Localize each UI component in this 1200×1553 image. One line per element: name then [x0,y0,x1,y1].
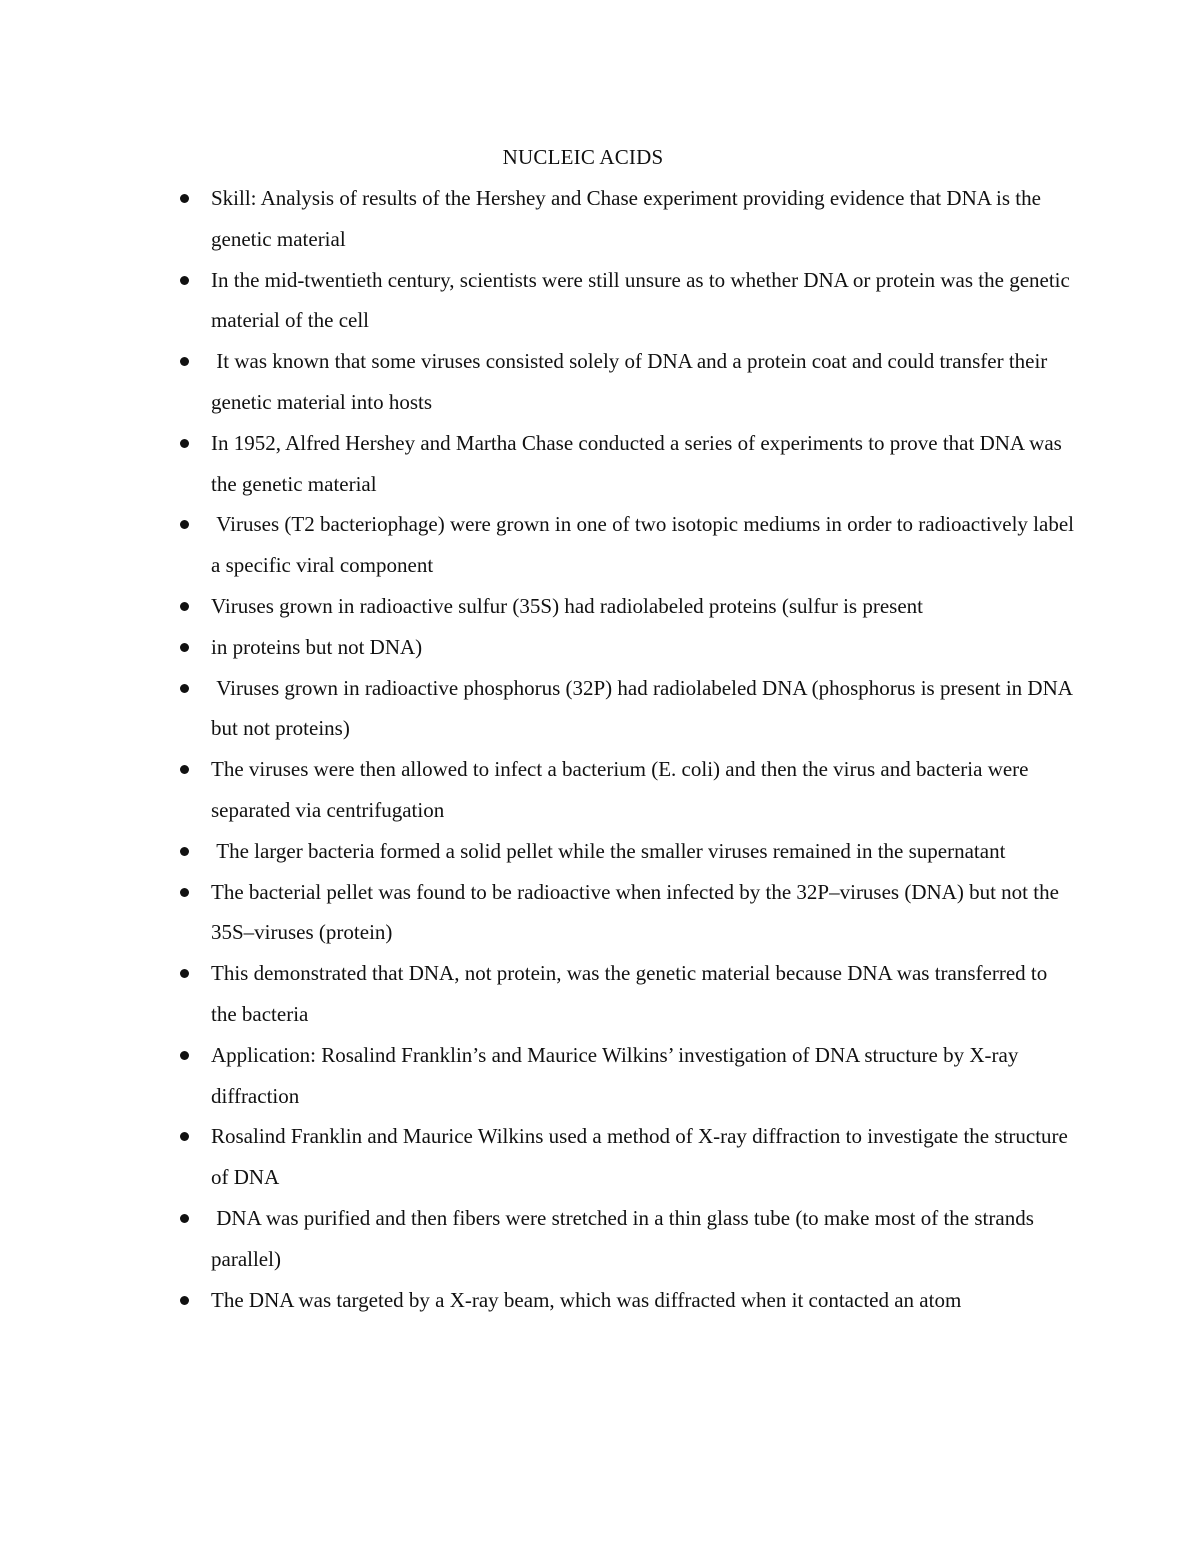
list-item-text: It was known that some viruses consisted solely of DNA and a protein coat and could transfer their genetic material into hosts [211,349,1053,414]
page-title: NUCLEIC ACIDS [502,145,664,169]
list-item [178,872,1078,954]
list-item [178,178,1078,260]
list-item-text: DNA was purified and then fibers were stretched in a thin glass tube (to make most of the strands parallel) [211,1205,1040,1271]
bullet-icon [180,439,189,448]
bullet-icon [180,1051,189,1060]
list-item-text: in proteins but not DNA) [211,634,423,659]
list-item [178,627,1078,668]
list-item-text: The DNA was targeted by a X-ray beam, which was diffracted when it contacted an atom [211,1287,962,1312]
bullet-icon [180,194,189,203]
list-item [178,831,1078,872]
list-item-text: Viruses grown in radioactive sulfur (35S) had radiolabeled proteins (sulfur is present [211,593,923,618]
bullet-icon [180,276,189,285]
list-item-text: The larger bacteria formed a solid pellet while the smaller viruses remained in the supernatant [211,838,1006,863]
bullet-icon [180,643,189,652]
list-item-text: Viruses (T2 bacteriophage) were grown in one of two isotopic mediums in order to radioactively label a specific viral component [211,512,1080,578]
list-item-text: The viruses were then allowed to infect a bacterium (E. coli) and then the virus and bacteria were separated via centrifugation [211,757,1034,822]
bullet-icon [180,602,189,611]
bullet-icon [180,357,189,366]
bullet-icon [180,520,189,529]
list-item [178,586,1078,627]
list-item [178,953,1078,1035]
list-item [178,423,1078,505]
bullet-icon [180,969,189,978]
list-item-text: The bacterial pellet was found to be radioactive when infected by the 32P–viruses (DNA) but not the 35S–viruses (protein) [211,879,1065,945]
list-item-text: In the mid-twentieth century, scientists were still unsure as to whether DNA or protein was the genetic material of the cell [211,267,1076,333]
bullet-icon [180,765,189,774]
list-item [178,749,1078,831]
bullet-icon [180,1214,189,1223]
list-item-text: Rosalind Franklin and Maurice Wilkins used a method of X-ray diffraction to investigate the structure of DNA [211,1124,1074,1190]
list-item [178,668,1078,750]
list-item-text: In 1952, Alfred Hershey and Martha Chase conducted a series of experiments to prove that DNA was the genetic material [211,430,1068,496]
list-item-text: This demonstrated that DNA, not protein, was the genetic material because DNA was transferred to the bacteria [211,961,1053,1026]
list-item-text: Application: Rosalind Franklin’s and Maurice Wilkins’ investigation of DNA structure by X-ray diffraction [211,1042,1024,1108]
list-item [178,1116,1078,1198]
list-item [178,341,1078,423]
list-item-text: Viruses grown in radioactive phosphorus (32P) had radiolabeled DNA (phosphorus is present in DNA but not proteins) [211,675,1078,741]
bullet-icon [180,684,189,693]
list-item [178,504,1078,586]
list-item [178,1035,1078,1117]
list-item [178,1198,1078,1280]
bullet-list [178,178,1078,1320]
list-item [178,260,1078,342]
bullet-icon [180,1296,189,1305]
list-item [178,1280,1078,1321]
list-item-text: Skill: Analysis of results of the Hershey and Chase experiment providing evidence that DNA is the genetic material [211,186,1047,251]
bullet-icon [180,847,189,856]
bullet-icon [180,1132,189,1141]
bullet-icon [180,888,189,897]
